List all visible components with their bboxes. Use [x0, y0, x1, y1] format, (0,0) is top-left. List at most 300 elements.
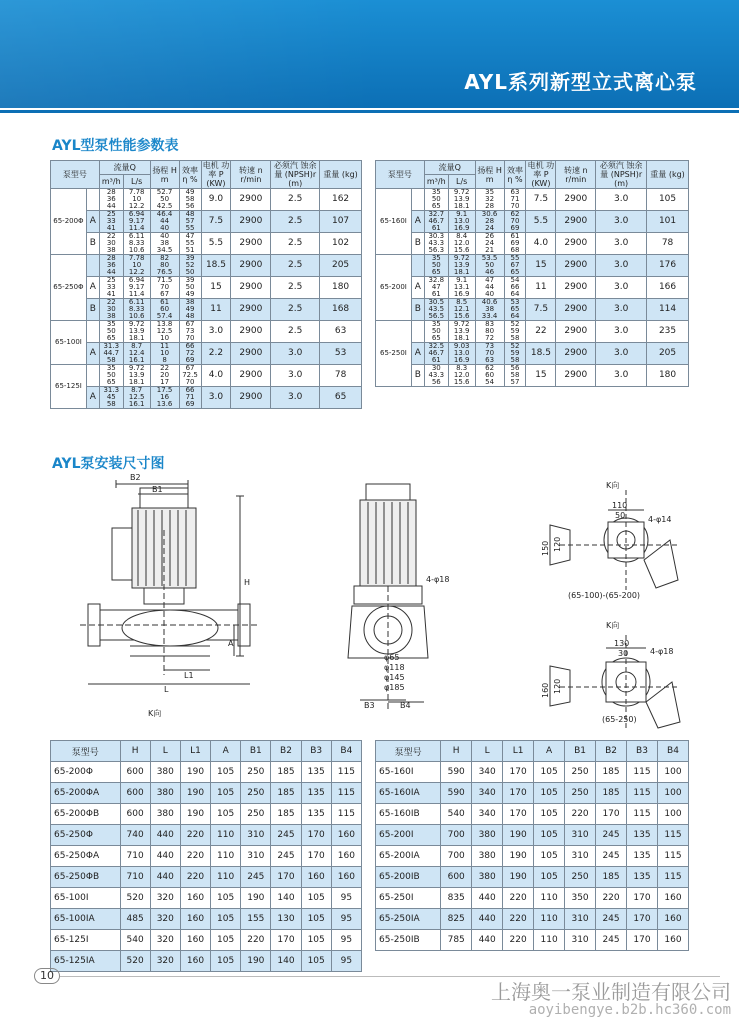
col-flow-m3: m³/h — [99, 175, 123, 189]
label-50: 50 — [615, 511, 626, 520]
perf-n-cell: 2900 — [556, 189, 596, 211]
dim-value-cell: 135 — [627, 867, 658, 888]
perf-w-cell: 166 — [647, 277, 689, 299]
label-a: A — [228, 639, 234, 648]
perf-e-cell: 62 70 69 — [504, 211, 526, 233]
label-d145: φ145 — [384, 673, 405, 682]
dim-value-cell: 185 — [271, 804, 301, 825]
perf-npsh-cell: 3.0 — [596, 189, 647, 211]
dim-value-cell: 170 — [503, 783, 534, 804]
dim-value-cell: 190 — [180, 762, 210, 783]
perf-n-cell: 2900 — [231, 233, 271, 255]
perf-p-cell: 7.5 — [526, 299, 556, 321]
dim-value-cell: 340 — [472, 762, 503, 783]
dim-value-cell: 170 — [301, 825, 331, 846]
perf-ls-cell: 9.03 13.0 16.9 — [448, 343, 475, 365]
caption-65-100-200: (65-100)-(65-200) — [568, 591, 641, 600]
perf-h-cell: 11 10 8 — [150, 343, 179, 365]
dim-value-cell: 380 — [472, 825, 503, 846]
perf-p-cell: 5.5 — [201, 233, 231, 255]
dim-value-cell: 170 — [627, 909, 658, 930]
label-150: 150 — [541, 540, 550, 556]
col-flow: 流量Q — [424, 161, 475, 175]
perf-ls-cell: 8.7 12.5 16.1 — [123, 387, 150, 409]
dim-value-cell: 115 — [627, 783, 658, 804]
col-speed: 转速 n r/min — [556, 161, 596, 189]
dim-value-cell: 170 — [627, 930, 658, 951]
dim-value-cell: 160 — [301, 867, 331, 888]
dim-value-cell: 600 — [120, 804, 150, 825]
dim-value-cell: 310 — [241, 846, 271, 867]
perf-npsh-cell: 3.0 — [271, 365, 320, 387]
dim-row — [51, 888, 362, 909]
perf-e-cell: 67 73 70 — [179, 321, 201, 343]
perf-h-cell: 52.7 50 42.5 — [150, 189, 179, 211]
dim-value-cell: 710 — [120, 867, 150, 888]
dim-value-cell: 130 — [271, 909, 301, 930]
perf-h-cell: 13.8 12.5 10 — [150, 321, 179, 343]
dim-value-cell: 115 — [627, 804, 658, 825]
dim-value-cell: 185 — [271, 783, 301, 804]
dim-value-cell: 245 — [596, 930, 627, 951]
dim-value-cell: 110 — [534, 888, 565, 909]
dim-value-cell: 160 — [331, 867, 361, 888]
dim-value-cell: 350 — [565, 888, 596, 909]
dim-value-cell: 160 — [331, 825, 361, 846]
perf-npsh-cell: 2.5 — [271, 277, 320, 299]
perf-q-cell: 35 50 65 — [424, 255, 448, 277]
perf-npsh-cell: 3.0 — [596, 343, 647, 365]
perf-row — [376, 277, 689, 299]
perf-p-cell: 2.2 — [201, 343, 231, 365]
col-head: 扬程 H m — [150, 161, 179, 189]
variant-cell — [86, 321, 99, 343]
perf-p-cell: 18.5 — [526, 343, 556, 365]
dim-value-cell: 440 — [150, 846, 180, 867]
perf-e-cell: 56 58 57 — [504, 365, 526, 387]
dim-value-cell: 105 — [211, 804, 241, 825]
dim-value-cell: 105 — [211, 783, 241, 804]
dim-value-cell: 135 — [627, 825, 658, 846]
label-bolt18: 4-φ18 — [426, 575, 450, 584]
perf-q-cell: 28 36 44 — [99, 189, 123, 211]
dim-header-cell: B1 — [241, 741, 271, 762]
dim-value-cell: 340 — [472, 783, 503, 804]
perf-ls-cell: 6.94 9.17 11.4 — [123, 277, 150, 299]
perf-n-cell: 2900 — [556, 343, 596, 365]
perf-table-left — [50, 160, 362, 409]
dim-value-cell: 160 — [657, 930, 688, 951]
perf-row — [51, 211, 362, 233]
dim-value-cell: 220 — [180, 867, 210, 888]
dim-value-cell: 105 — [301, 951, 331, 972]
perf-ls-cell: 8.3 12.0 15.6 — [448, 365, 475, 387]
perf-section-title: AYL型泵性能参数表 — [52, 138, 179, 154]
perf-h-cell: 47 44 40 — [475, 277, 504, 299]
dim-value-cell: 220 — [596, 888, 627, 909]
variant-cell: A — [86, 211, 99, 233]
dim-value-cell: 105 — [534, 804, 565, 825]
label-bolt14: 4-φ14 — [648, 515, 672, 524]
perf-w-cell: 105 — [647, 189, 689, 211]
perf-row — [376, 211, 689, 233]
dim-model-cell: 65-250ΦB — [51, 867, 121, 888]
dim-value-cell: 105 — [301, 888, 331, 909]
dims-table-left — [50, 740, 362, 972]
variant-cell: A — [411, 277, 424, 299]
label-130: 130 — [614, 639, 630, 648]
perf-npsh-cell: 3.0 — [596, 233, 647, 255]
variant-cell: B — [86, 299, 99, 321]
dim-value-cell: 700 — [441, 846, 472, 867]
perf-h-cell: 17.5 16 13.6 — [150, 387, 179, 409]
dim-value-cell: 600 — [120, 783, 150, 804]
label-k-dir-bottom: K向 — [606, 621, 620, 630]
dim-value-cell: 520 — [120, 888, 150, 909]
col-power: 电机 功率 P (KW) — [527, 161, 555, 188]
dim-model-cell: 65-200ΦA — [51, 783, 121, 804]
dim-value-cell: 105 — [534, 867, 565, 888]
col-flow-m3: m³/h — [424, 175, 448, 189]
perf-row — [376, 321, 689, 343]
dim-header-cell: A — [534, 741, 565, 762]
col-npsh: 必须汽 蚀余量 (NPSH)r (m) — [271, 161, 320, 189]
dim-value-cell: 105 — [211, 951, 241, 972]
dim-value-cell: 340 — [472, 804, 503, 825]
dim-value-cell: 115 — [331, 804, 361, 825]
perf-npsh-cell: 2.5 — [271, 211, 320, 233]
perf-npsh-cell: 2.5 — [271, 255, 320, 277]
perf-npsh-cell: 3.0 — [271, 387, 320, 409]
variant-cell: A — [86, 387, 99, 409]
dim-header-cell: L — [472, 741, 503, 762]
col-eff: 效率 η % — [179, 161, 201, 189]
perf-q-cell: 35 50 65 — [99, 365, 123, 387]
perf-n-cell: 2900 — [231, 189, 271, 211]
dim-value-cell: 590 — [441, 762, 472, 783]
perf-w-cell: 102 — [320, 233, 362, 255]
dim-model-cell: 65-200ΦB — [51, 804, 121, 825]
header-banner — [0, 0, 739, 108]
dim-value-cell: 105 — [211, 930, 241, 951]
perf-row — [51, 365, 362, 387]
perf-e-cell: 55 67 65 — [504, 255, 526, 277]
dim-row — [376, 930, 689, 951]
dim-value-cell: 740 — [120, 825, 150, 846]
variant-cell — [86, 365, 99, 387]
dim-row — [376, 867, 689, 888]
dim-value-cell: 310 — [565, 825, 596, 846]
variant-cell: B — [411, 233, 424, 255]
perf-w-cell: 53 — [320, 343, 362, 365]
perf-row — [51, 387, 362, 409]
dim-value-cell: 110 — [211, 825, 241, 846]
perf-npsh-cell: 2.5 — [271, 321, 320, 343]
dim-value-cell: 160 — [180, 909, 210, 930]
dim-row — [51, 762, 362, 783]
perf-row — [51, 189, 362, 211]
col-model: 泵型号 — [376, 161, 425, 189]
label-d118: φ118 — [384, 663, 405, 672]
perf-npsh-cell: 2.5 — [271, 233, 320, 255]
perf-n-cell: 2900 — [556, 233, 596, 255]
dim-value-cell: 250 — [565, 762, 596, 783]
perf-n-cell: 2900 — [231, 299, 271, 321]
perf-ls-cell: 9.72 13.9 18.1 — [123, 365, 150, 387]
dim-row — [51, 867, 362, 888]
perf-npsh-cell: 3.0 — [596, 211, 647, 233]
label-b1: B1 — [152, 485, 163, 494]
dim-header-cell: 泵型号 — [376, 741, 441, 762]
dim-value-cell: 600 — [441, 867, 472, 888]
variant-cell — [411, 255, 424, 277]
dim-value-cell: 135 — [301, 804, 331, 825]
perf-n-cell: 2900 — [556, 299, 596, 321]
perf-ls-cell: 7.78 10 12.2 — [123, 255, 150, 277]
perf-q-cell: 22 30 38 — [99, 299, 123, 321]
perf-w-cell: 114 — [647, 299, 689, 321]
perf-ls-cell: 9.72 13.9 18.1 — [448, 255, 475, 277]
perf-e-cell: 66 72 69 — [179, 343, 201, 365]
col-flow-ls: L/s — [123, 175, 150, 189]
dim-value-cell: 170 — [271, 867, 301, 888]
perf-h-cell: 73 70 63 — [475, 343, 504, 365]
variant-cell: B — [86, 233, 99, 255]
perf-n-cell: 2900 — [231, 255, 271, 277]
perf-w-cell: 180 — [320, 277, 362, 299]
dim-row — [51, 909, 362, 930]
dim-model-cell: 65-250IB — [376, 930, 441, 951]
dim-value-cell: 100 — [657, 762, 688, 783]
perf-p-cell: 4.0 — [201, 365, 231, 387]
perf-h-cell: 30.6 28 24 — [475, 211, 504, 233]
dim-row — [376, 783, 689, 804]
perf-p-cell: 15 — [526, 255, 556, 277]
perf-e-cell: 39 50 49 — [179, 277, 201, 299]
dim-value-cell: 95 — [331, 930, 361, 951]
dim-value-cell: 160 — [180, 951, 210, 972]
perf-p-cell: 7.5 — [201, 211, 231, 233]
perf-row — [376, 233, 689, 255]
dim-header-cell: B3 — [627, 741, 658, 762]
perf-p-cell: 9.0 — [201, 189, 231, 211]
dim-value-cell: 540 — [441, 804, 472, 825]
dim-value-cell: 135 — [627, 846, 658, 867]
perf-p-cell: 15 — [201, 277, 231, 299]
perf-e-cell: 54 66 64 — [504, 277, 526, 299]
dim-value-cell: 115 — [657, 825, 688, 846]
dim-value-cell: 835 — [441, 888, 472, 909]
perf-p-cell: 5.5 — [526, 211, 556, 233]
perf-p-cell: 11 — [526, 277, 556, 299]
dim-value-cell: 440 — [150, 825, 180, 846]
perf-q-cell: 30.5 43.5 56.5 — [424, 299, 448, 321]
variant-cell: A — [411, 343, 424, 365]
dim-row — [51, 846, 362, 867]
perf-q-cell: 25 33 41 — [99, 211, 123, 233]
dim-model-cell: 65-160I — [376, 762, 441, 783]
dim-value-cell: 170 — [596, 804, 627, 825]
dim-value-cell: 220 — [241, 930, 271, 951]
dim-value-cell: 160 — [180, 888, 210, 909]
dim-value-cell: 245 — [271, 846, 301, 867]
model-cell: 65-100I — [51, 321, 87, 365]
dim-header-cell: B4 — [331, 741, 361, 762]
dim-model-cell: 65-250Φ — [51, 825, 121, 846]
dim-value-cell: 320 — [150, 888, 180, 909]
dim-row — [376, 846, 689, 867]
dim-value-cell: 115 — [627, 762, 658, 783]
perf-npsh-cell: 3.0 — [271, 343, 320, 365]
dim-value-cell: 115 — [657, 867, 688, 888]
dim-value-cell: 250 — [565, 867, 596, 888]
perf-w-cell: 162 — [320, 189, 362, 211]
dim-value-cell: 250 — [241, 762, 271, 783]
perf-w-cell: 107 — [320, 211, 362, 233]
dim-value-cell: 380 — [472, 846, 503, 867]
perf-e-cell: 47 55 51 — [179, 233, 201, 255]
dim-header-cell: 泵型号 — [51, 741, 121, 762]
perf-row — [51, 277, 362, 299]
dim-value-cell: 110 — [211, 867, 241, 888]
label-d185: φ185 — [384, 683, 405, 692]
col-power: 电机 功率 P (KW) — [202, 161, 230, 188]
perf-q-cell: 28 36 44 — [99, 255, 123, 277]
dim-model-cell: 65-100I — [51, 888, 121, 909]
variant-cell: A — [86, 343, 99, 365]
dim-value-cell: 220 — [180, 825, 210, 846]
label-l1: L1 — [184, 671, 194, 680]
model-cell: 65-250I — [376, 321, 412, 387]
dim-value-cell: 110 — [534, 909, 565, 930]
dim-value-cell: 100 — [657, 783, 688, 804]
dim-value-cell: 105 — [534, 846, 565, 867]
page-number: 10 — [34, 968, 60, 984]
website-url: aoyibengye.b2b.hc360.com — [528, 1002, 731, 1018]
dim-value-cell: 160 — [331, 846, 361, 867]
perf-e-cell: 53 65 64 — [504, 299, 526, 321]
perf-h-cell: 26 24 21 — [475, 233, 504, 255]
dim-value-cell: 105 — [301, 930, 331, 951]
perf-e-cell: 61 69 68 — [504, 233, 526, 255]
dim-value-cell: 185 — [596, 867, 627, 888]
dim-value-cell: 190 — [503, 867, 534, 888]
perf-e-cell: 52 59 58 — [504, 321, 526, 343]
dim-value-cell: 245 — [596, 825, 627, 846]
dim-header-cell: B2 — [271, 741, 301, 762]
perf-e-cell: 39 52 50 — [179, 255, 201, 277]
perf-h-cell: 35 32 28 — [475, 189, 504, 211]
dim-value-cell: 785 — [441, 930, 472, 951]
col-model: 泵型号 — [51, 161, 100, 189]
dim-model-cell: 65-100IA — [51, 909, 121, 930]
dim-value-cell: 170 — [627, 888, 658, 909]
dim-row — [376, 825, 689, 846]
dim-header-cell: H — [441, 741, 472, 762]
dim-value-cell: 115 — [331, 762, 361, 783]
perf-p-cell: 3.0 — [201, 321, 231, 343]
label-30: 30 — [618, 649, 629, 658]
dim-value-cell: 160 — [657, 909, 688, 930]
dim-value-cell: 160 — [657, 888, 688, 909]
dim-value-cell: 310 — [565, 930, 596, 951]
dim-value-cell: 220 — [180, 846, 210, 867]
dim-value-cell: 220 — [565, 804, 596, 825]
dim-model-cell: 65-125IA — [51, 951, 121, 972]
perf-h-cell: 83 80 72 — [475, 321, 504, 343]
dim-value-cell: 485 — [120, 909, 150, 930]
dim-model-cell: 65-125I — [51, 930, 121, 951]
dim-value-cell: 140 — [271, 951, 301, 972]
dim-value-cell: 320 — [150, 909, 180, 930]
dim-header-cell: H — [120, 741, 150, 762]
dim-value-cell: 380 — [472, 867, 503, 888]
dim-value-cell: 185 — [596, 762, 627, 783]
dim-value-cell: 310 — [565, 909, 596, 930]
dim-value-cell: 190 — [180, 783, 210, 804]
dim-model-cell: 65-160IB — [376, 804, 441, 825]
perf-q-cell: 32.7 46.7 61 — [424, 211, 448, 233]
dim-value-cell: 600 — [120, 762, 150, 783]
label-d65: φ65 — [384, 653, 400, 662]
perf-w-cell: 205 — [320, 255, 362, 277]
perf-q-cell: 22 30 38 — [99, 233, 123, 255]
dim-value-cell: 135 — [301, 783, 331, 804]
dim-value-cell: 440 — [472, 888, 503, 909]
dim-row — [376, 804, 689, 825]
dim-value-cell: 105 — [534, 762, 565, 783]
page-title: AYL系列新型立式离心泵 — [464, 70, 697, 94]
perf-w-cell: 101 — [647, 211, 689, 233]
label-bolt18b: 4-φ18 — [650, 647, 674, 656]
dim-model-cell: 65-250I — [376, 888, 441, 909]
dim-value-cell: 310 — [565, 846, 596, 867]
dim-model-cell: 65-200IA — [376, 846, 441, 867]
dim-value-cell: 115 — [657, 846, 688, 867]
perf-q-cell: 31.3 45 58 — [99, 387, 123, 409]
perf-q-cell: 35 50 65 — [424, 189, 448, 211]
dim-value-cell: 440 — [150, 867, 180, 888]
dim-value-cell: 190 — [241, 951, 271, 972]
dim-value-cell: 310 — [241, 825, 271, 846]
perf-w-cell: 176 — [647, 255, 689, 277]
col-npsh: 必须汽 蚀余量 (NPSH)r (m) — [596, 161, 647, 189]
perf-n-cell: 2900 — [556, 321, 596, 343]
dim-value-cell: 710 — [120, 846, 150, 867]
dim-value-cell: 250 — [565, 783, 596, 804]
perf-h-cell: 46.4 44 40 — [150, 211, 179, 233]
dim-value-cell: 440 — [472, 909, 503, 930]
dim-model-cell: 65-200Φ — [51, 762, 121, 783]
perf-row — [376, 189, 689, 211]
banner-gradient — [0, 0, 380, 108]
perf-row — [51, 321, 362, 343]
dim-value-cell: 105 — [211, 888, 241, 909]
installation-drawings — [60, 470, 739, 735]
dim-value-cell: 220 — [503, 909, 534, 930]
dim-value-cell: 105 — [301, 909, 331, 930]
perf-p-cell: 7.5 — [526, 189, 556, 211]
perf-row — [51, 343, 362, 365]
dim-header-cell: L1 — [180, 741, 210, 762]
dim-value-cell: 245 — [271, 825, 301, 846]
col-weight: 重量 (kg) — [320, 161, 362, 189]
dim-value-cell: 115 — [331, 783, 361, 804]
dim-value-cell: 520 — [120, 951, 150, 972]
variant-cell: A — [411, 211, 424, 233]
label-120: 120 — [553, 536, 562, 552]
perf-ls-cell: 7.78 10 12.2 — [123, 189, 150, 211]
